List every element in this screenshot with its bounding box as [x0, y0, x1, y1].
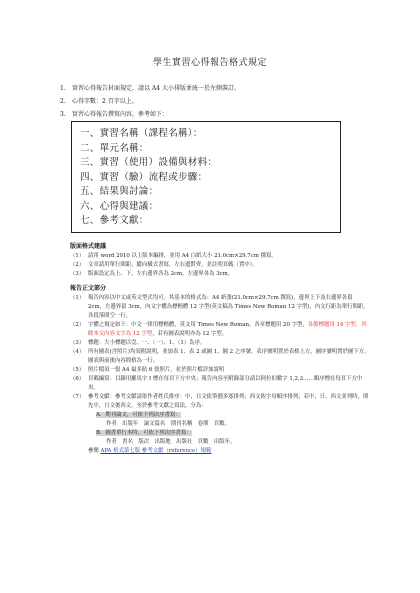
- intro-number: 2.: [60, 98, 66, 105]
- format-heading: 版面格式建議: [70, 243, 107, 250]
- item-text: 文章請用單行間距、縱向橫式書寫，左右邊對齊，並註明頁碼（置中）。: [88, 262, 258, 268]
- report-item: [70, 348, 370, 366]
- ref-note: [88, 447, 370, 456]
- item-text: 頁碼編寫：目錄用羅馬字 I 標在每頁下方中央；報告內容至附錄部分請以阿拉伯數字 1,2,3……順序標在每頁下方中央。: [88, 376, 363, 391]
- intro-number: 3.: [60, 111, 66, 118]
- outline-item: 一、實習名稱（課程名稱）：: [80, 128, 203, 139]
- item-text: [88, 321, 370, 339]
- outline-item: 五、結果與討論：: [80, 186, 159, 197]
- intro-item: [60, 95, 380, 108]
- item-number: （1）: [70, 295, 85, 301]
- report-item: [70, 294, 370, 321]
- item-text-part: 字體之規定如下：中文一律用標楷體，英文用 Times New Roman。各章標題用 20 字型，: [88, 322, 308, 328]
- item-number: （3）: [70, 271, 85, 277]
- item-number: （7）: [70, 394, 85, 400]
- ref-format-label: B．圖書單行本時，可依下列次序書寫：: [96, 430, 192, 436]
- format-list: [70, 252, 370, 279]
- intro-item: [60, 82, 380, 95]
- outline-item: 二、單元名稱：: [80, 142, 149, 154]
- outline-item: 六、心得與建議：: [80, 200, 159, 212]
- outline-box: [71, 121, 341, 233]
- item-number: （2）: [70, 262, 85, 268]
- outline-item: 七、參考文獻：: [80, 215, 149, 226]
- report-item: [70, 366, 370, 375]
- item-text: 所有圖表(含照片)均須附說明，並加表 1、表 2 或圖 1、圖 2 之序號，表序號明置於表格上方，圖序號明置於圖下方，圖表與前後內容間格為一行。: [88, 349, 370, 364]
- report-item: [70, 339, 370, 348]
- report-item: [70, 393, 370, 411]
- outline-item: 四、實習（驗）流程或步驟：: [80, 171, 208, 183]
- intro-text: 實習心得報告封面規定，請以 A4 大小排版並統一於左側裝訂。: [72, 85, 240, 92]
- item-text: 版面設定為上、下、左右邊界各為 2cm，左邊界各為 3cm。: [88, 271, 234, 277]
- item-number: （2）: [70, 322, 85, 328]
- ref-format-b: [88, 429, 370, 438]
- apa-reference-link[interactable]: APA 格式第七版 參考文獻（reference）規範: [100, 448, 212, 454]
- format-item: [70, 252, 370, 261]
- intro-item: [60, 108, 380, 121]
- report-item: [70, 375, 370, 393]
- ref-format-a: [88, 411, 370, 420]
- ref-format-fields: 作者 書名 版次 出版地 出版社 頁數 出版年。: [106, 439, 236, 445]
- item-text-part: ，若有圖表說明亦為 12 字型。: [152, 331, 228, 337]
- item-number: （4）: [70, 349, 85, 355]
- item-text: 照片檔須一張 A4 最多貼 6 張照片，並於照片檔詳加說明: [88, 367, 225, 373]
- intro-list: [60, 82, 380, 121]
- intro-text: 實習心得報告撰寫內容，參考如下：: [72, 111, 169, 118]
- item-number: （1）: [70, 253, 85, 259]
- highlighted-requirement: 各節標題用 14 字型，其餘本文內容文字為 12 字型: [88, 322, 367, 337]
- ref-format-label: A．期刊論文，可依下列次序書寫：: [96, 412, 181, 418]
- ref-format-fields: 作者 出版年 論文篇名 期刊名稱 卷期 頁數。: [106, 421, 230, 427]
- ref-note-prefix: 參閱: [88, 448, 101, 454]
- page-title: 學生實習心得報告格式規定: [152, 58, 267, 68]
- report-list: [70, 294, 370, 456]
- item-text: 請用 word 2010 以上版本編排，並用 A4 白紙大小 21.0cm×29.7cm 撰寫。: [88, 253, 277, 259]
- item-text: 標題：大小標題以壹、一、（一）、1、（1）為序。: [88, 340, 206, 346]
- item-text: 報告內容以中文或英文型式均可。其基本的格式為：A4 紙張(21.0cm×29.7cm 撰寫)，邊界上下及右邊界各留 2cm，左邊界留 3cm，內文字體為標楷體 12 字型(英文稿為 Times New Roman 12 字型)，內文行距為單行間距，各段落間空一行。: [88, 295, 369, 319]
- report-item: [70, 321, 370, 339]
- report-heading: 報告正文部分: [70, 285, 107, 292]
- item-number: （6）: [70, 376, 85, 382]
- format-item: [70, 261, 370, 270]
- format-item: [70, 270, 370, 279]
- outline-item: 三、實習（使用）設備與材料：: [80, 157, 218, 168]
- item-text: 參考文獻：參考文獻請依作者姓氏排序：中、日文依筆劃多寡排列；西文依字母順序排列；若中、日、西文並列時，則先中，日文後西文。至於參考文獻之寫法，分為：: [88, 394, 369, 409]
- item-number: （5）: [70, 367, 85, 373]
- reference-formats: [88, 411, 370, 456]
- intro-number: 1.: [60, 85, 66, 92]
- item-number: （3）: [70, 340, 85, 346]
- intro-text: 心得字數：2 百字以上。: [72, 98, 138, 105]
